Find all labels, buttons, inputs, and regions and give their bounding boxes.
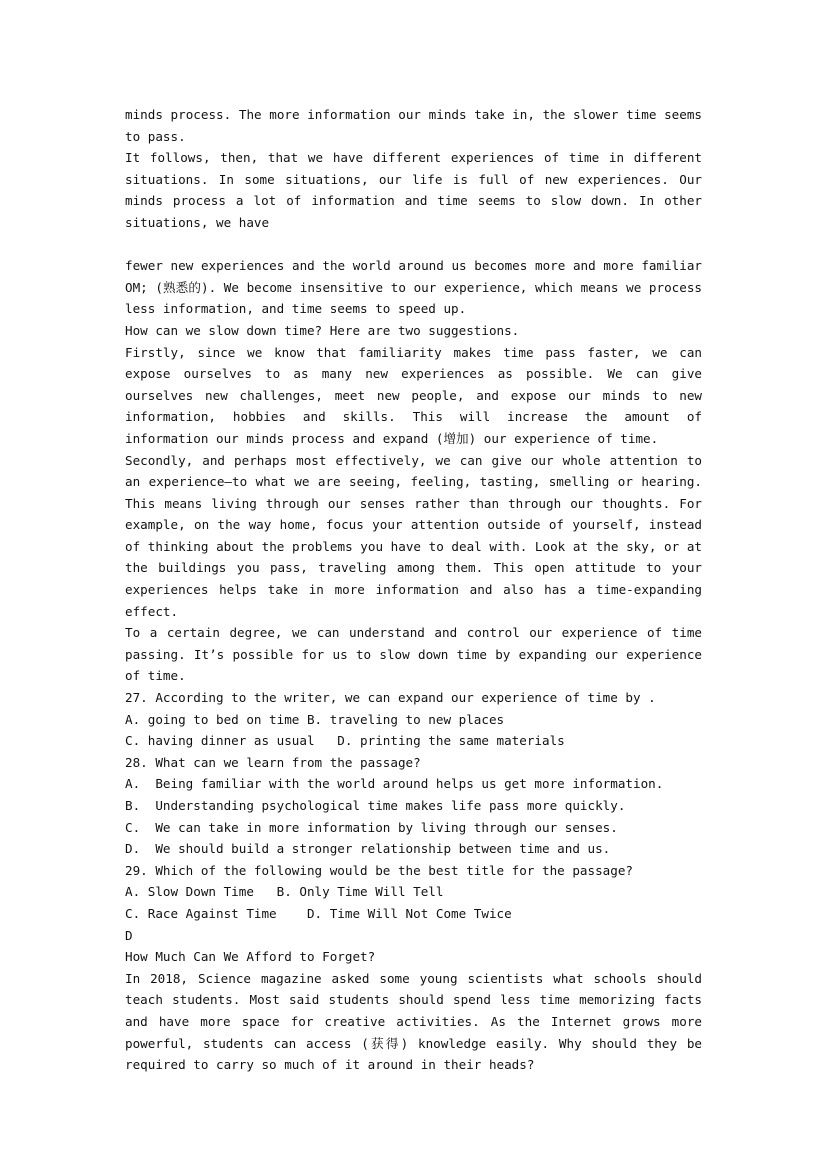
passage-c-paragraph-2-part-2: fewer new experiences and the world around us becomes more and more familiar OM; (熟悉的). We become insensitive to our experience, which means we process less information, and time seems to speed up. bbox=[125, 258, 702, 317]
passage-d-label: D bbox=[125, 927, 133, 943]
question-27-stem: 27. According to the writer, we can expand our experience of time by . bbox=[125, 690, 656, 706]
question-28-option-d: D. We should build a stronger relationship between time and us. bbox=[125, 841, 611, 857]
passage-d-paragraph-1: In 2018, Science magazine asked some young scientists what schools should teach students. Most said students should spend less time memorizing facts and have more space for creative activities. As the Internet grows more powerful, students can access (获得) knowledge easily. Why should they be required to carry so much of it around in their heads? bbox=[125, 970, 702, 1073]
page-break-gap bbox=[125, 234, 702, 256]
question-28-option-b: B. Understanding psychological time makes life pass more quickly. bbox=[125, 798, 626, 813]
passage-c-paragraph-6: To a certain degree, we can understand and control our experience of time passing. It’s possible for us to slow down time by expanding our experience of time. bbox=[125, 625, 702, 684]
question-28-option-a: A. Being familiar with the world around helps us get more information. bbox=[125, 776, 664, 792]
passage-d-title: How Much Can We Afford to Forget? bbox=[125, 949, 376, 965]
passage-c-paragraph-2-part-1: It follows, then, that we have different experiences of time in different situations. In some situations, our life is full of new experiences. Our minds process a lot of information and time seems to slow down. In other situations, we have bbox=[125, 150, 702, 230]
document-page bbox=[125, 104, 702, 1076]
passage-c-paragraph-3: How can we slow down time? Here are two suggestions. bbox=[125, 322, 520, 338]
question-28-option-c: C. We can take in more information by living through our senses. bbox=[125, 819, 618, 835]
question-27-options-row-1: A. going to bed on time B. traveling to new places bbox=[125, 711, 505, 727]
passage-c-paragraph-5: Secondly, and perhaps most effectively, we can give our whole attention to an experience—to what we are seeing, feeling, tasting, smelling or hearing. This means living through our senses rather than through our thoughts. For example, on the way home, focus your attention outside of yourself, instead of thinking about the problems you have to deal with. Look at the sky, or at the buildings you pass, traveling among them. This open attitude to your experiences helps take in more information and also has a time-expanding effect. bbox=[125, 452, 702, 619]
question-28-stem: 28. What can we learn from the passage? bbox=[125, 754, 421, 770]
passage-c-paragraph-4: Firstly, since we know that familiarity makes time pass faster, we can expose ourselves to as many new experiences as possible. We can give ourselves new challenges, meet new people, and expose our minds to new information, hobbies and skills. This will increase the amount of information our minds process and expand (增加) our experience of time. bbox=[125, 344, 702, 446]
question-27-options-row-2: C. having dinner as usual D. printing the same materials bbox=[125, 733, 565, 749]
question-29-options-row-1: A. Slow Down Time B. Only Time Will Tell bbox=[125, 884, 444, 900]
passage-c-paragraph-1: minds process. The more information our minds take in, the slower time seems to pass. bbox=[125, 107, 702, 144]
question-29-stem: 29. Which of the following would be the best title for the passage? bbox=[125, 862, 633, 878]
question-29-options-row-2: C. Race Against Time D. Time Will Not Come Twice bbox=[125, 905, 512, 921]
